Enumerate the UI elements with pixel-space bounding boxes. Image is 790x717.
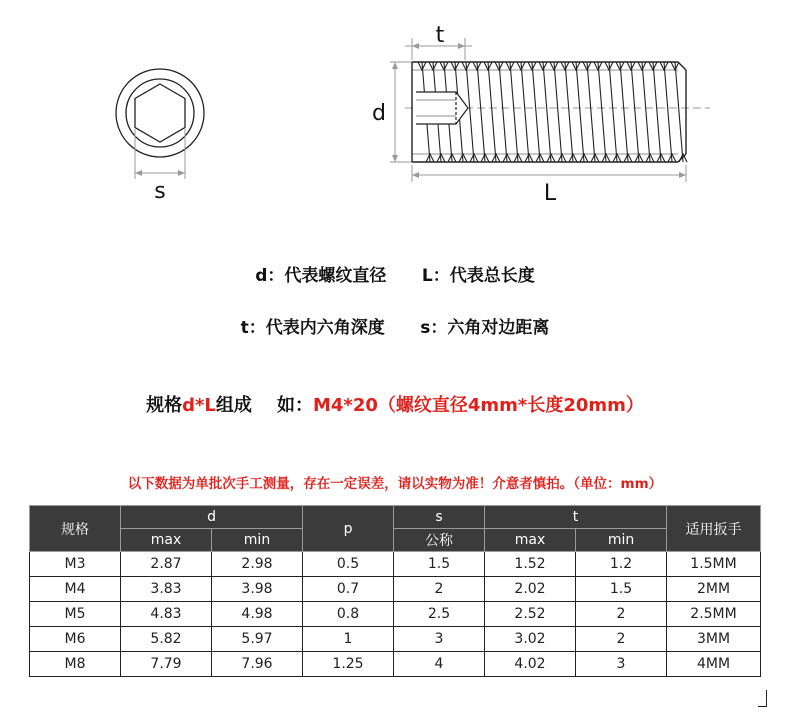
cell-spec: M5 [30, 602, 121, 627]
table-row [30, 552, 761, 577]
header-d-min: min [212, 529, 303, 552]
header-p: p [303, 506, 394, 552]
cell-d-max: 7.79 [121, 652, 212, 677]
cell-d-min: 3.98 [212, 577, 303, 602]
cell-t-max: 1.52 [485, 552, 576, 577]
thread-line [587, 62, 595, 162]
thread-line [510, 62, 518, 162]
cell-spec: M4 [30, 577, 121, 602]
cell-wrench: 2MM [667, 577, 761, 602]
cell-t-min: 3 [576, 652, 667, 677]
hex-socket-shape [135, 84, 185, 142]
header-t-min: min [576, 529, 667, 552]
cell-spec: M8 [30, 652, 121, 677]
cell-d-min: 2.98 [212, 552, 303, 577]
cell-wrench: 2.5MM [667, 602, 761, 627]
table-row [30, 577, 761, 602]
cell-t-min: 2 [576, 627, 667, 652]
thread-line [477, 62, 485, 162]
thread-line [543, 62, 551, 162]
cell-spec: M6 [30, 627, 121, 652]
header-spec: 规格 [30, 506, 121, 552]
thread-line [554, 62, 562, 162]
cell-p: 0.5 [303, 552, 394, 577]
cell-wrench: 1.5MM [667, 552, 761, 577]
cell-wrench: 4MM [667, 652, 761, 677]
cell-p: 0.7 [303, 577, 394, 602]
side-view-diagram [360, 20, 720, 210]
label-d: d [372, 101, 386, 126]
spec-example: M4*20（螺纹直径4mm*长度20mm） [312, 395, 644, 416]
cell-d-max: 4.83 [121, 602, 212, 627]
spec-prefix: 规格 [146, 395, 183, 416]
thread-line [642, 62, 650, 162]
table-row [30, 652, 761, 677]
cell-d-min: 4.98 [212, 602, 303, 627]
header-wrench: 适用扳手 [667, 506, 761, 552]
spec-formula: d*L [182, 395, 216, 416]
cell-d-max: 5.82 [121, 627, 212, 652]
cell-t-min: 1.5 [576, 577, 667, 602]
cell-p: 1 [303, 627, 394, 652]
thread-line [532, 62, 540, 162]
spec-mid: 组成 如： [215, 395, 313, 416]
cell-s: 2 [394, 577, 485, 602]
measurement-notice: 以下数据为单批次手工测量，存在一定误差，请以实物为准！介意者慎拍。（单位：mm） [127, 476, 663, 492]
label-t: t [435, 23, 445, 48]
table-row [30, 602, 761, 627]
thread-line [565, 62, 573, 162]
label-s: s [154, 179, 166, 204]
header-s-nominal: 公称 [394, 529, 485, 552]
cell-t-max: 4.02 [485, 652, 576, 677]
cell-p: 0.8 [303, 602, 394, 627]
thread-line [576, 62, 584, 162]
thread-line [521, 62, 529, 162]
end-view-diagram [100, 55, 230, 205]
header-t-max: max [485, 529, 576, 552]
spec-format-line [0, 391, 790, 417]
cell-p: 1.25 [303, 652, 394, 677]
thread-line [499, 62, 507, 162]
thread-line [664, 62, 672, 162]
table-row [30, 627, 761, 652]
thread-line [466, 62, 474, 162]
cell-s: 4 [394, 652, 485, 677]
cell-s: 1.5 [394, 552, 485, 577]
thread-line [609, 62, 617, 162]
thread-line [620, 62, 628, 162]
cell-t-min: 2 [576, 602, 667, 627]
header-t: t [485, 506, 667, 529]
inner-thread-circle [126, 79, 194, 147]
cell-wrench: 3MM [667, 627, 761, 652]
cell-s: 3 [394, 627, 485, 652]
label-L: L [543, 181, 557, 206]
thread-line [598, 62, 606, 162]
outer-thread-circle [116, 69, 204, 157]
legend-line-1: d：代表螺纹直径 L：代表总长度 [255, 266, 535, 286]
thread-line [631, 62, 639, 162]
corner-mark [758, 690, 767, 707]
cell-d-max: 2.87 [121, 552, 212, 577]
thread-line [488, 62, 496, 162]
cell-spec: M3 [30, 552, 121, 577]
thread-line [653, 62, 661, 162]
cell-t-max: 2.52 [485, 602, 576, 627]
cell-d-min: 5.97 [212, 627, 303, 652]
cell-s: 2.5 [394, 602, 485, 627]
cell-d-max: 3.83 [121, 577, 212, 602]
header-s: s [394, 506, 485, 529]
legend-line-2: t：代表内六角深度 s：六角对边距离 [240, 318, 550, 338]
header-d-max: max [121, 529, 212, 552]
thread-line [675, 62, 683, 162]
cell-t-max: 3.02 [485, 627, 576, 652]
cell-t-max: 2.02 [485, 577, 576, 602]
cell-t-min: 1.2 [576, 552, 667, 577]
header-d: d [121, 506, 303, 529]
spec-table [29, 505, 761, 677]
cell-d-min: 7.96 [212, 652, 303, 677]
